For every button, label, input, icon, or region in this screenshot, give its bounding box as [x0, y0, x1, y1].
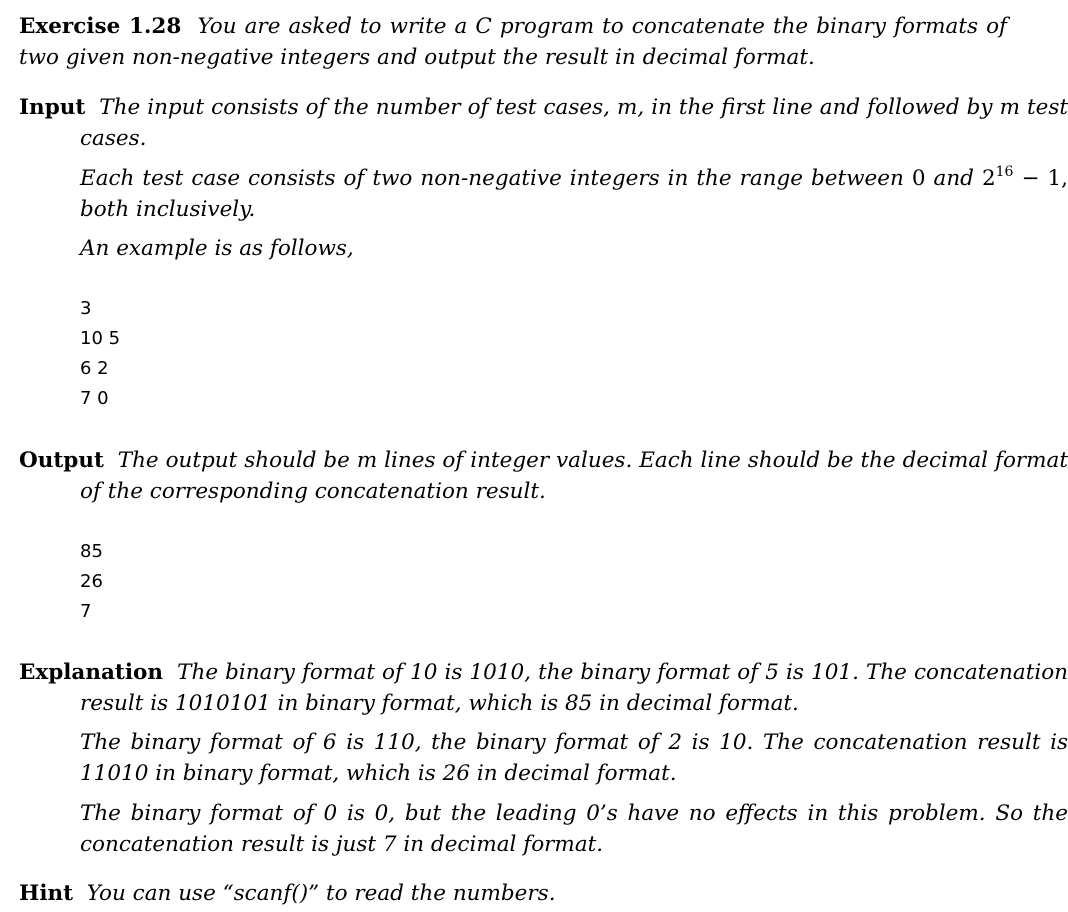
explanation-label: Explanation [19, 660, 163, 685]
hint-label: Hint [19, 881, 74, 906]
output-section [19, 446, 1068, 507]
input-text: The input consists of the number of test cases, m, in the first line and followed by m test cases. [80, 95, 1068, 151]
input-label: Input [19, 95, 86, 120]
sample-input-line: 7 0 [80, 388, 109, 409]
explanation-section [19, 658, 1068, 719]
input-range-exp: 16 [995, 164, 1014, 180]
exercise-statement [19, 12, 1007, 73]
hint-text: You can use “scanf()” to read the numbers. [86, 881, 556, 906]
sample-output-block [80, 537, 103, 627]
sample-input-block [80, 294, 120, 414]
input-range-after: both inclusively. [80, 196, 256, 222]
sample-output-line: 7 [80, 601, 92, 622]
explanation-para-3: The binary format of 0 is 0, but the leading 0’s have no effects in this problem. So the concatenation result is just 7 in decimal format. [80, 801, 1068, 857]
sample-output-line: 26 [80, 571, 103, 592]
example-intro: An example is as follows, [80, 236, 354, 261]
input-range-low: 0 [911, 166, 926, 191]
sample-output-line: 85 [80, 541, 103, 562]
sample-input-line: 10 5 [80, 328, 121, 349]
input-section [19, 93, 1068, 154]
explanation-para-2: The binary format of 6 is 110, the binary format of 2 is 10. The concatenation result is 11010 in binary format, which is 26 in decimal format. [80, 730, 1068, 786]
explanation-para-1: The binary format of 10 is 1010, the binary format of 5 is 101. The concatenation result is 1010101 in binary format, which is 85 in decimal format. [80, 660, 1068, 716]
input-range-high [982, 166, 1068, 191]
hint-section [19, 879, 1007, 910]
exercise-label: Exercise 1.28 [19, 14, 182, 39]
input-range-and: and [933, 166, 974, 191]
input-range-before: Each test case consists of two non-negative integers in the range between [80, 166, 904, 191]
sample-input-line: 6 2 [80, 358, 109, 379]
output-text: The output should be m lines of integer values. Each line should be the decimal format of the corresponding concatenation result. [80, 448, 1068, 504]
exercise-text: You are asked to write a C program to concatenate the binary formats of two given non-negative integers and output the result in decimal format. [19, 14, 1007, 70]
output-label: Output [19, 448, 104, 473]
sample-input-line: 3 [80, 298, 92, 319]
input-range-base: 2 [981, 166, 996, 191]
input-range-minus: − 1, [1013, 166, 1068, 191]
input-range-paragraph [80, 164, 1068, 225]
